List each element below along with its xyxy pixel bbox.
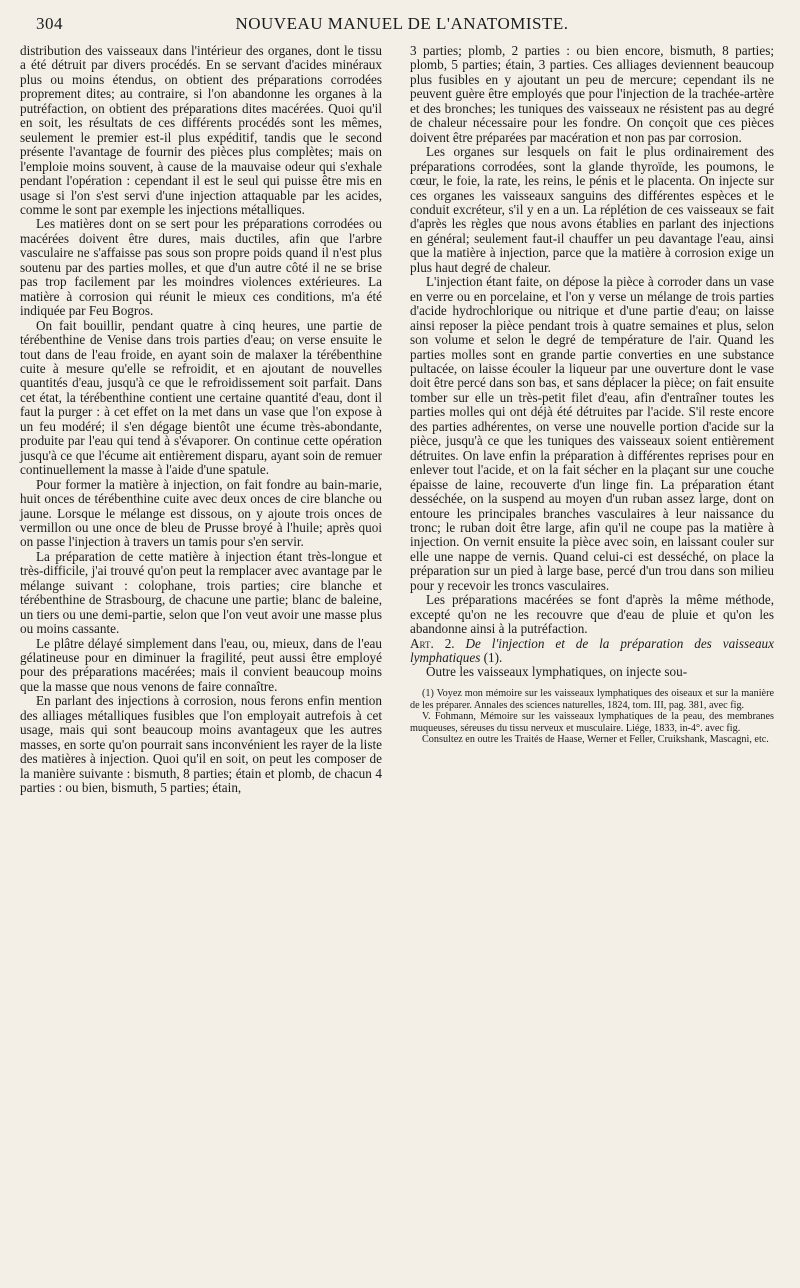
footnote: (1) Voyez mon mémoire sur les vaisseaux lymphatiques des oiseaux et sur la manière de les préparer. Annales des sciences naturelles, 1824, tom. III, pag. 381, avec fig. xyxy=(410,687,774,711)
footnotes xyxy=(410,688,774,746)
paragraph: L'injection étant faite, on dépose la pièce à corroder dans un vase en verre ou en porcelaine, et l'on y verse un mélange de trois parties d'acide hydrochlorique ou nitrique et d'une partie d'eau; on laisse ainsi reposer la pièce pendant trois à quatre semaines et plus, selon son volume et selon le degré de température de l'air. Quand les parties molles sont en grande partie converties en une substance pultacée, on laisse écouler la liqueur par une ouverture dont le vase doit être percé dans son bas, et sans déplacer la pièce; on fait ensuite tomber sur elle un très-petit filet d'eau, afin d'entraîner toutes les parties molles qui ont déjà été détruites par l'acide. S'il reste encore des parties adhérentes, on verse une nouvelle portion d'acide sur la pièce, jusqu'à ce que les tuniques des vaisseaux soient entièrement détruites. On lave enfin la préparation à différentes reprises pour en enlever tout l'acide, et on la fait sécher en la plaçant sur une couche épaisse de laine, recouverte d'un linge fin. La préparation étant desséchée, on la suspend au moyen d'un ruban assez large, dont on entoure les principales branches vasculaires à leur naissance du tronc; le ruban doit être large, afin qu'il ne coupe pas la matière à injection. On vernit ensuite la pièce avec soin, en laissant couler sur elle une nappe de vernis. Quand celui-ci est desséché, on place la préparation sur un pied à large base, percé d'un trou dans son milieu pour y recevoir les troncs vasculaires. xyxy=(410,274,774,593)
paragraph: On fait bouillir, pendant quatre à cinq heures, une partie de térébenthine de Venise dans trois parties d'eau; on verse ensuite le tout dans de l'eau froide, en ayant soin de malaxer la térébenthine cuite à mesure qu'elle se refroidit, et en ajoutant de nouvelles quantités d'eau, jusqu'à ce que le refroidissement soit parfait. Dans cet état, la térébenthine contient une certaine quantité d'eau, dont il faut la purger : à cet effet on la met dans un vase que l'on expose à un feu modéré; il s'en dégage bientôt une écume très-abondante, produite par l'eau qui tend à s'évaporer. On continue cette opération jusqu'à ce que l'écume ait entièrement disparu, ayant soin de remuer continuellement la masse à l'aide d'une spatule. xyxy=(20,317,382,478)
article-title: De l'injection et de la préparation des vaisseaux lymphatiques xyxy=(410,635,775,666)
paragraph: Outre les vaisseaux lymphatiques, on injecte sou- xyxy=(426,664,688,680)
paragraph: distribution des vaisseaux dans l'intérieur des organes, dont le tissu a été détruit par divers procédés. En se servant d'acides minéraux plus ou moins étendus, on obtient des préparations corrodées proprement dites; au contraire, si l'on abandonne les organes à la putréfaction, on obtient des préparations dites macérées. Quoi qu'il en soit, les résultats de ces différents procédés sont les mêmes, seulement le premier est-il plus expéditif, tandis que le second présente l'avantage de fournir des pièces plus complètes; mais on l'emploie moins souvent, à cause de la mauvaise odeur qui s'exhale pendant l'opération : cependant il est le seul qui puisse être mis en usage si l'on s'est servi d'une injection attaquable par les acides, comme le sont par exemple les injections métalliques. xyxy=(20,43,382,217)
footnote-reference: (1). xyxy=(483,650,503,666)
footnote: V. Fohmann, Mémoire sur les vaisseaux lymphatiques de la peau, des membranes muqueuses, séreuses du tissu nerveux et musculaire. Liége, 1833, in-4°. avec fig. xyxy=(410,711,774,734)
paragraph: Les organes sur lesquels on fait le plus ordinairement des préparations corrodées, sont la glande thyroïde, les poumons, le cœur, le foie, la rate, les reins, le pénis et le placenta. On injecte sur ces organes les vaisseaux sanguins des différentes espèces et le conduit excréteur, s'il y en a un. La réplétion de ces vaisseaux se fait d'après les règles que nous avons établies en parlant des injections en général; seulement faut-il chauffer un peu davantage l'eau, ainsi que la matière à injection, parce que la matière à corrosion exige un plus haut degré de chaleur. xyxy=(410,144,774,275)
paragraph: En parlant des injections à corrosion, nous ferons enfin mention des alliages métalliques fusibles que l'on employait autrefois à cet usage, mais qui sont beaucoup moins avantageux que les autres masses, en sorte qu'on pourrait sans inconvénient les rayer de la liste des matières à injection. Quoi qu'il en soit, on peut les composer de la manière suivante : bismuth, 8 parties; étain et plomb, de chacun 4 parties : ou bien, bismuth, 5 parties; étain, xyxy=(20,693,382,796)
left-column xyxy=(20,44,382,796)
right-column xyxy=(410,44,774,746)
article-label: Art. 2. xyxy=(410,635,455,651)
paragraph: Les préparations macérées se font d'après la même méthode, excepté qu'on ne les recouvre que d'eau de pluie et qu'on les abandonne ainsi à la putréfaction. xyxy=(410,592,774,637)
paragraph: La préparation de cette matière à injection étant très-longue et très-difficile, j'ai trouvé qu'on peut la remplacer avec avantage par le mélange suivant : colophane, trois parties; cire blanche et térébenthine de Strasbourg, de chacune une partie; blanc de baleine, un tiers ou une demi-partie, selon que l'on veut avoir une masse plus ou moins cassante. xyxy=(20,548,382,637)
paragraph: 3 parties; plomb, 2 parties : ou bien encore, bismuth, 8 parties; plomb, 5 parties; étain, 3 parties. Ces alliages deviennent beaucoup plus fusibles en y ajoutant un peu de mercure; cependant ils ne peuvent guère être employés que pour l'injection de la trachée-artère et des bronches; les tuniques des vaisseaux ne résistent pas au degré de chaleur nécessaire pour les fondre. On conçoit que ces pièces doivent être préparées par macération et non pas par corrosion. xyxy=(410,43,774,145)
paragraph: Pour former la matière à injection, on fait fondre au bain-marie, huit onces de térébenthine cuite avec deux onces de cire blanche ou jaune. Lorsque le mélange est dissous, on y ajoute trois onces de vermillon ou une once de bleu de Prusse broyé à l'huile; après quoi on passe l'injection à travers un tamis pour s'en servir. xyxy=(20,476,382,550)
running-title: NOUVEAU MANUEL DE L'ANATOMISTE. xyxy=(235,14,569,33)
page-header xyxy=(36,14,768,40)
article-heading xyxy=(410,637,774,666)
paragraph: Le plâtre délayé simplement dans l'eau, ou, mieux, dans de l'eau gélatineuse pour en diminuer la fragilité, peut aussi être employé pour des préparations macérées; mais il convient beaucoup moins que la masse que nous venons de faire connaître. xyxy=(20,635,382,694)
footnote: Consultez en outre les Traités de Haase, Werner et Feller, Cruikshank, Mascagni, etc. xyxy=(422,734,769,746)
paragraph: Les matières dont on se sert pour les préparations corrodées ou macérées doivent être dures, mais ductiles, afin que l'arbre vasculaire ne s'affaisse pas sous son propre poids quand il n'est plus soutenu par des parties molles, et que d'un autre côté il ne se brise pas trop facilement par les moindres violences extérieures. La matière à corrosion qui réunit le mieux ces conditions, m'a été indiquée par Feu Bogros. xyxy=(20,216,382,319)
page-number: 304 xyxy=(36,14,63,33)
